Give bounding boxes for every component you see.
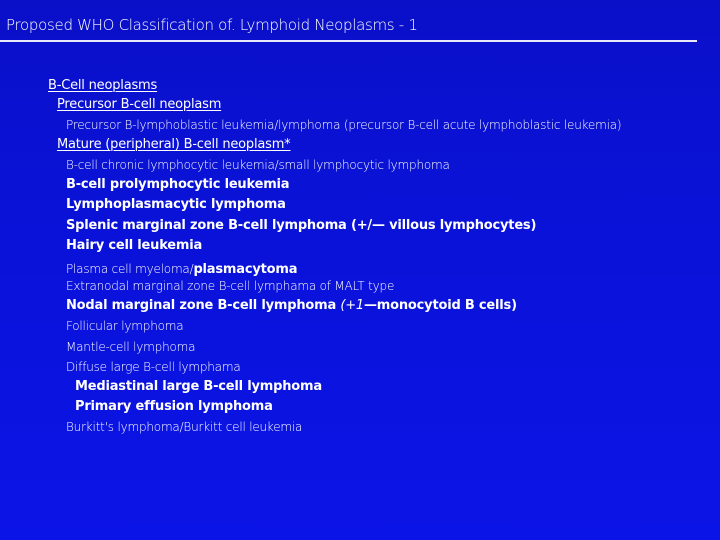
list-item-pel: Primary effusion lymphoma bbox=[75, 399, 273, 414]
list-item-nmzl-part2: (+1 bbox=[340, 298, 364, 313]
outline-precursor-item: Precursor B-lymphoblastic leukemia/lymphoma (precursor B-cell acute lymphoblastic leukemia) bbox=[66, 118, 622, 132]
list-item-smzl: Splenic marginal zone B-cell lymphoma (+/— villous lymphocytes) bbox=[66, 218, 537, 233]
slide-title: Proposed WHO Classification of. Lymphoid Neoplasms - 1 bbox=[6, 16, 418, 34]
title-divider bbox=[0, 40, 697, 42]
list-item-lpl: Lymphoplasmacytic lymphoma bbox=[66, 197, 286, 212]
list-item-nmzl-part1: Nodal marginal zone B-cell lymphoma bbox=[66, 298, 341, 313]
list-item-mcl: Mantle-cell lymphoma bbox=[66, 340, 196, 354]
list-item-myeloma-part2: plasmacytoma bbox=[193, 262, 298, 277]
list-item-dlbcl: Diffuse large B-cell lymphama bbox=[66, 360, 241, 374]
list-item-myeloma bbox=[66, 258, 297, 277]
list-item-myeloma-part1: Plasma cell myeloma/ bbox=[66, 262, 194, 276]
list-item-burkitt: Burkitt's lymphoma/Burkitt cell leukemia bbox=[66, 420, 303, 434]
outline-b-cell-neoplasms: B-Cell neoplasms bbox=[48, 78, 158, 93]
list-item-malt: Extranodal marginal zone B-cell lymphama of MALT type bbox=[66, 279, 395, 293]
list-item-mediastinal: Mediastinal large B-cell lymphoma bbox=[75, 379, 322, 394]
list-item-pll: B-cell prolymphocytic leukemia bbox=[66, 177, 290, 192]
list-item-nmzl bbox=[66, 298, 517, 313]
outline-mature-heading: Mature (peripheral) B-cell neoplasm* bbox=[57, 137, 291, 152]
list-item-fl: Follicular lymphoma bbox=[66, 319, 184, 333]
list-item-nmzl-part3: —monocytoid B cells) bbox=[364, 298, 517, 313]
outline-precursor-heading: Precursor B-cell neoplasm bbox=[57, 97, 222, 112]
list-item-cll: B-cell chronic lymphocytic leukemia/small lymphocytic lymphoma bbox=[66, 158, 450, 172]
list-item-hcl: Hairy cell leukemia bbox=[66, 238, 203, 253]
